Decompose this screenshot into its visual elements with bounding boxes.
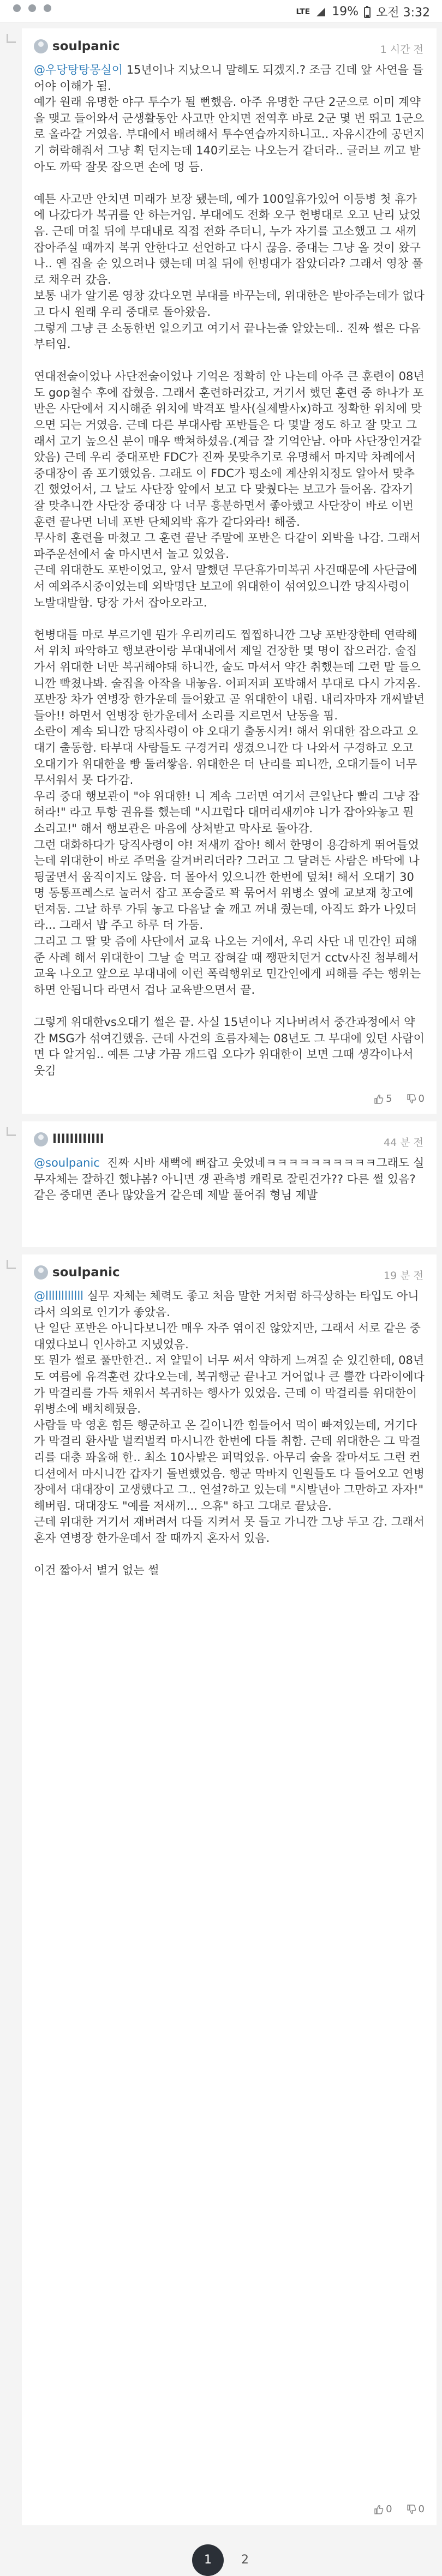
clock-label: 오전 3:32 [376, 6, 430, 20]
notification-dot-icon [28, 4, 36, 12]
comment-mention[interactable]: @llllllllllll [34, 1289, 84, 1302]
battery-label: 19% [332, 5, 359, 19]
thumbs-down-icon [407, 1094, 416, 1104]
notification-dot-icon [13, 4, 21, 12]
notification-dot-icon [44, 4, 51, 12]
comment-body [34, 62, 425, 1079]
comment-text: 진짜 시바 새뻑에 뻐잡고 웃었네ㅋㅋㅋㅋㅋㅋㅋㅋㅋㅋ그래도 실무자체는 잘하긴 했냐봄? 아니면 갱 관측병 캐릭로 잘린건가?? 다른 썰 있음? 같은 중대면 존나 많았을거 같은데 제발 풀어줘 형님 제발 [34, 1156, 425, 1202]
page-button-current[interactable]: 1 [192, 2544, 224, 2576]
reply-indicator-icon [7, 1260, 16, 1269]
dislike-count: 0 [418, 2503, 425, 2515]
network-label: LTE [296, 7, 310, 16]
comment-header [22, 1254, 437, 1286]
comment-time: 1 시간 전 [380, 44, 423, 56]
comment-mention[interactable]: @soulpanic [34, 1156, 100, 1169]
comment-text: 15년이나 지났으니 말해도 되겠지.? 조금 긴데 앞 사연을 들어야 이해가 됨. 예가 원래 유명한 야구 투수가 될 뻔했음. 아주 유명한 구단 2군으로 이미 계약을 맺고 들어와서 군생활동안 사고만 안치면 전역후 바로 2군 몇 번 뛰고 1군으로 올라갈 거였음. 부대에서 배려해서 투수연습까지하니고.. 자유시간에 공던지기 허락해줘서 그냥 휙 던지는데 140키로는 나오는거 같더라.. 글러브 끼고 받아도 까딱 잘못 잡으면 손에 멍 듬. 예튼 사고만 안치면 미래가 보장 됐는데, 예가 100일휴가있어 이등병 첫 휴가에 나갔다가 복귀를 안 하는거임. 부대에도 전화 오구 헌병대로 오고 난리 났었음. 근데 며칠 뒤에 부대내로 직접 전화 주더니, 누가 자기를 고소했고 그 새끼 잡아주실 때까지 복귀 안한다고 선언하고 다시 끊음. 중대는 그냥 올 것이 왔구나.. 옌 집을 순 있으려나 했는데 며칠 뒤에 헌병대가 잡았더라? 그래서 영창 풀로 채우러 갔음. 보통 내가 알기론 영창 갔다오면 부대를 바꾸는데, 위대한은 받아주는데가 없다고 다시 원래 우리 중대로 돌아왔음. 그렇게 그냥 큰 소동한번 일으키고 여기서 끝나는줄 알았는데.. 진짜 썰은 다음부터임. 연대전술이었나 사단전술이었나 기억은 정확히 안 나는데 아주 큰 훈련이 08년도 gop철수 후에 잡혔음. 그래서 훈련하러갔고, 거기서 했던 훈련 중 하나가 포반은 사단에서 지시해준 위치에 박격포 발사(실제발사x)하고 정확한 위치에 맞으면 되는 거였음. 근데 다른 부대사람 포반들은 다 몇발 정도 하고 잘 맞고 그래서 고기 높으신 분이 매우 빡쳐하셨음.(계급 잘 기억안남. 아마 사단장인거같았음) 근데 우리 중대포반 FDC가 진짜 못맞추기로 유명해서 마지막 차례에서 중대장이 좀 포기했었음. 그래도 이 FDC가 평소에 계산위치정도 알아서 맞추긴 했었어서, 그 날도 사단장 앞에서 보고 다 맞췄다는 보고가 들어옴. 갑자기 잘 맞추니깐 사단장 중대장 다 너무 흥분하면서 좋아했고 사단장이 바로 이번 훈련 끝나면 너네 포반 단체외박 휴가 같다와라! 해줌. 무사히 훈련을 마쳤고 그 훈련 끝난 주말에 포반은 다같이 외박을 나감. 그래서 파주운선에서 술 마시면서 놀고 있었음. 근데 위대한도 포반이었고, 앞서 말했던 무단휴가미복귀 사건때문에 사단급에서 예외주시중이었는데 외박명단 보고에 위대한이 섞여있으니깐 당직사령이 노발대발함. 당장 가서 잡아오라고. 헌병대들 마로 부르기엔 뭔가 우리끼리도 찝찝하니깐 그냥 포반장한테 연락해서 위치 파악하고 행보관이랑 부대내에서 제일 건장한 몇 명이 잡으러감. 술집가서 위대한 너만 복귀해야돼 하니깐, 술도 마셔서 약간 취했는데 그런 말 들으니깐 빡쳤나봐. 술집을 아작을 내놓음. 어퍼저퍼 포박해서 부대로 다시 가져옴. 포반장 차가 연병장 한가운데 들어왔고 곧 위대한이 내림. 내리자마자 개씨발년들아!! 하면서 연병장 한가운데서 소리를 지르면서 난동을 핌. 소란이 계속 되니깐 당직사령이 야 오대기 출동시켜! 해서 위대한 잡으라고 오대기 출동함. 타부대 사람들도 구경거리 생겼으니깐 다 나와서 구경하고 오고 오대기가 위대한을 빵 둘러쌓음. 위대한은 더 난리를 피니깐, 오대기들이 너무 무서워서 못 다가감. 우리 중대 행보관이 "야 위대한! 니 계속 그러면 여기서 큰일난다 빨리 그냥 잡혀라!" 라고 투항 권유를 했는데 "시끄럽다 대머리새끼야 니가 잡아와놓고 뭔소리고!" 해서 행보관은 마음에 상처받고 막사로 돌아감. 그런 대화하다가 당직사령이 야! 저새끼 잡아! 해서 한명이 용감하게 뛰어들었는데 위대한이 바로 주먹을 갈겨버리더라? 그러고 그 달려든 사람은 바닥에 나뒹굴면서 움직이지도 않음. 더 몰아서 있으니깐 한번에 덮쳐! 해서 오대기 30명 동통프레스로 눌러서 잡고 포승줄로 꽉 묶어서 위병소 옆에 교보재 창고에 던져둠. 그날 하루 가둬 놓고 다음날 술 깨고 꺼내 줬는데, 아직도 화가 나있더라... 그래서 밥 주고 하루 더 가둠. 그리고 그 딸 맞 즘에 사단에서 교육 나오는 거에서, 우리 사단 내 민간인 피해준 사례 해서 위대한이 그날 술 먹고 잡혀갈 때 쨍판치던거 cctv사진 첨부해서 교육 나오고 앞으로 부대내에 이런 폭력행위로 민간인에게 피해를 주는 행위는 하면 안됩니다 라면서 겁나 교육받으면서 끝. 그렇게 위대한vs오대기 썰은 끝. 사실 15년이나 지나버려서 중간과정에서 약간 MSG가 섞여긴했음. 근데 사건의 흐름자체는 08년도 그 부대에 있던 사람이면 다 알거임.. 예튼 그냥 가끔 개드립 오다가 위대한이 보면 그때 생각이나서 웃김 [34, 63, 425, 1077]
comment-time: 44 분 전 [384, 1137, 423, 1149]
comment-actions [374, 2503, 425, 2515]
comment-text: 실무 자체는 체력도 좋고 처음 말한 거처럼 하극상하는 타입도 아니라서 의외로 인기가 좋았음. 난 일단 포반은 아니다보니깐 매우 자주 엮이진 않았지만, 그래서 서로 같은 중대였다보니 인사하고 지냈었음. 또 뭔가 썰로 풀만한건.. 저 얄밑이 너무 써서 약하게 느껴질 순 있긴한데, 08년도 여름에 유격훈련 갔다오는데, 복귀행군 끝나고 거어없나 큰 뿔깐 다라이에다가 막걸리를 가득 채워서 복귀하는 행사가 있었음. 근데 이 막걸리를 위대한이 위병소에 배치해뒀음. 사람들 막 영혼 힘든 행군하고 온 길이니깐 힘들어서 먹이 빠져있는데, 거기다가 막걸리 환사발 벌컥벌컥 마시니깐 한번에 다들 취함. 근데 위대한은 그 막걸리를 대충 퐈올해 한.. 최소 10사발은 퍼먹었음. 아무리 술을 잘마셔도 그런 컨디션에서 마시니깐 갑자기 돌변했었음. 행군 막바지 인원들도 다 들어오고 연병장에서 대대장이 고생했다고 그.. 연설?하고 있는데 "시발년아 그만하고 자자!" 해버림. 대대장도 "예를 저새끼... 으휴" 하고 그대로 끝났음. 근데 위대한 거기서 재버려서 다들 지켜서 못 들고 가니깐 그냥 두고 감. 그래서 혼자 연병장 한가운데서 잘 때까지 혼자서 있음. 이건 짧아서 별거 없는 썰 [34, 1289, 425, 1577]
dislike-button[interactable] [407, 2503, 425, 2515]
reply-indicator-icon [7, 34, 16, 43]
reply-indicator-icon [7, 1127, 16, 1136]
like-button[interactable] [374, 1093, 392, 1104]
thumbs-up-icon [374, 2505, 384, 2514]
battery-icon [364, 6, 371, 18]
comment-author[interactable]: soulpanic [52, 1265, 120, 1280]
comment-author[interactable]: llllllllllll [52, 1132, 104, 1146]
like-button[interactable] [374, 2503, 392, 2515]
comment-body [34, 1155, 425, 1204]
status-bar [0, 0, 442, 22]
comment-actions [374, 1093, 425, 1104]
page-button-next[interactable]: 2 [229, 2544, 261, 2576]
like-count: 0 [386, 2503, 392, 2515]
thumbs-up-icon [374, 1094, 384, 1104]
user-avatar-icon[interactable] [34, 39, 48, 53]
comment-body [34, 1288, 425, 1579]
comment-header [22, 28, 437, 60]
thumbs-down-icon [407, 2505, 416, 2514]
comment-time: 19 분 전 [384, 1270, 423, 1282]
signal-icon [315, 7, 326, 17]
like-count: 5 [386, 1093, 392, 1104]
user-avatar-icon[interactable] [34, 1265, 48, 1280]
pagination [0, 2533, 442, 2571]
comment-header [22, 1121, 437, 1153]
dislike-button[interactable] [407, 1093, 425, 1104]
user-avatar-icon[interactable] [34, 1132, 48, 1146]
comment-card [22, 1121, 437, 1247]
comment-author[interactable]: soulpanic [52, 39, 120, 53]
comment-mention[interactable]: @우당탕탕몽실이 [34, 63, 123, 76]
comment-card [22, 28, 437, 1114]
dislike-count: 0 [418, 1093, 425, 1104]
comment-card [22, 1254, 437, 2525]
status-bar-right [296, 3, 430, 20]
notification-icons [13, 4, 51, 12]
